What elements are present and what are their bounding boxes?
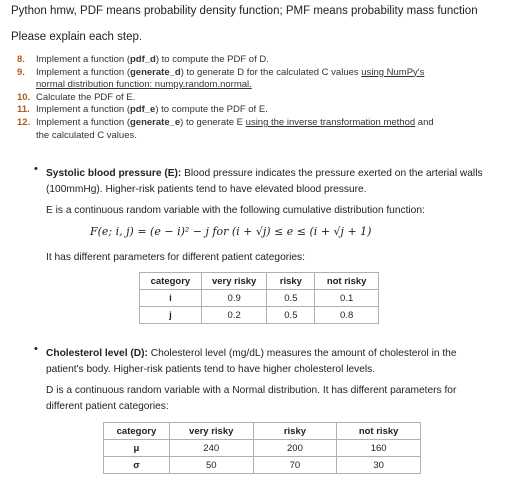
task-item-12-cont xyxy=(17,130,434,143)
page-title: Python hmw, PDF means probability density function; PMF means probability mass function xyxy=(11,5,478,17)
task-item-11 xyxy=(17,104,434,117)
cholesterol-dist-line2: different patient categories: xyxy=(46,401,169,412)
task-text: and xyxy=(415,116,434,128)
function-name: pdf_d xyxy=(130,54,156,65)
cholesterol-param-table xyxy=(103,422,421,474)
task-text: ) to compute the PDF of E. xyxy=(155,104,268,116)
table-header: risky xyxy=(253,423,337,440)
systolic-params-text: It has different parameters for different patient categories: xyxy=(46,252,305,263)
table-cell: i xyxy=(140,290,202,307)
table-cell: 50 xyxy=(169,457,253,474)
cholesterol-label: Cholesterol level (D): xyxy=(46,348,148,359)
table-cell: 0.5 xyxy=(267,290,315,307)
instruction-text: Please explain each step. xyxy=(11,31,143,43)
table-cell: 0.8 xyxy=(315,307,379,324)
table-header: not risky xyxy=(315,273,379,290)
systolic-label: Systolic blood pressure (E): xyxy=(46,168,182,179)
numpy-link-cont[interactable]: normal distribution function: numpy.random.normal. xyxy=(36,79,252,91)
inverse-transform-link[interactable]: using the inverse transformation method xyxy=(245,116,416,128)
table-cell: 30 xyxy=(337,457,421,474)
table-cell: 0.1 xyxy=(315,290,379,307)
task-item-9 xyxy=(17,67,434,80)
table-row xyxy=(140,290,379,307)
task-text: ) to compute the PDF of D. xyxy=(155,54,269,65)
systolic-cdf-intro: E is a continuous random variable with the following cumulative distribution function: xyxy=(46,205,425,216)
task-text: Implement a function ( xyxy=(36,104,130,116)
table-header-row xyxy=(140,273,379,290)
table-row xyxy=(104,440,421,457)
table-cell: j xyxy=(140,307,202,324)
systolic-desc: Blood pressure indicates the pressure exerted on the arterial walls xyxy=(181,168,483,179)
table-header: category xyxy=(104,423,170,440)
table-row xyxy=(140,307,379,324)
table-cell: 70 xyxy=(253,457,337,474)
table-header: risky xyxy=(267,273,315,290)
table-header: not risky xyxy=(337,423,421,440)
table-cell: 0.2 xyxy=(201,307,267,324)
table-cell: 200 xyxy=(253,440,337,457)
table-cell: μ xyxy=(104,440,170,457)
task-text: ) to generate D for the calculated C values xyxy=(180,66,362,78)
task-list xyxy=(17,54,434,142)
table-header: very risky xyxy=(201,273,267,290)
cholesterol-dist-line1: D is a continuous random variable with a Normal distribution. It has different parameters for xyxy=(46,385,457,396)
task-text: the calculated C values. xyxy=(36,129,137,141)
task-item-9-cont xyxy=(17,79,434,92)
numpy-link[interactable]: using NumPy's xyxy=(361,66,425,78)
table-cell: 160 xyxy=(337,440,421,457)
bullet-icon: • xyxy=(34,343,38,355)
cholesterol-dist-text xyxy=(46,383,496,415)
table-cell: 0.5 xyxy=(267,307,315,324)
task-text: Implement a function ( xyxy=(36,116,130,128)
cholesterol-desc-line2: patient's body. Higher-risk patients tend to have higher cholesterol levels. xyxy=(46,364,376,375)
table-cell: 240 xyxy=(169,440,253,457)
function-name: generate_e xyxy=(130,116,181,128)
function-name: pdf_e xyxy=(130,104,156,116)
task-item-8 xyxy=(17,54,434,67)
task-text: Implement a function ( xyxy=(36,66,130,78)
task-number: 10. xyxy=(17,91,31,103)
systolic-desc-line2: (100mmHg). Higher-risk patients tend to have elevated blood pressure. xyxy=(46,184,367,195)
cholesterol-desc: Cholesterol level (mg/dL) measures the amount of cholesterol in the xyxy=(147,348,457,359)
cdf-formula: F(e; i, j) = (e − i)² − j for (i + √j) ≤ e ≤ (i + √j + 1) xyxy=(90,225,372,238)
task-number: 8. xyxy=(17,54,25,65)
task-number: 12. xyxy=(17,116,31,128)
task-item-12 xyxy=(17,117,434,130)
task-number: 11. xyxy=(17,104,30,116)
systolic-paragraph xyxy=(46,166,496,198)
table-cell: 0.9 xyxy=(201,290,267,307)
task-text: Implement a function ( xyxy=(36,54,130,65)
table-header: very risky xyxy=(169,423,253,440)
table-cell: σ xyxy=(104,457,170,474)
table-row xyxy=(104,457,421,474)
task-item-10 xyxy=(17,92,434,105)
table-header-row xyxy=(104,423,421,440)
task-text: Calculate the PDF of E. xyxy=(36,91,136,103)
bullet-icon: • xyxy=(34,163,38,175)
task-text: ) to generate E xyxy=(180,116,246,128)
task-number: 9. xyxy=(17,66,25,78)
function-name: generate_d xyxy=(130,66,181,78)
cholesterol-paragraph xyxy=(46,346,496,378)
systolic-param-table xyxy=(139,272,379,324)
table-header: category xyxy=(140,273,202,290)
